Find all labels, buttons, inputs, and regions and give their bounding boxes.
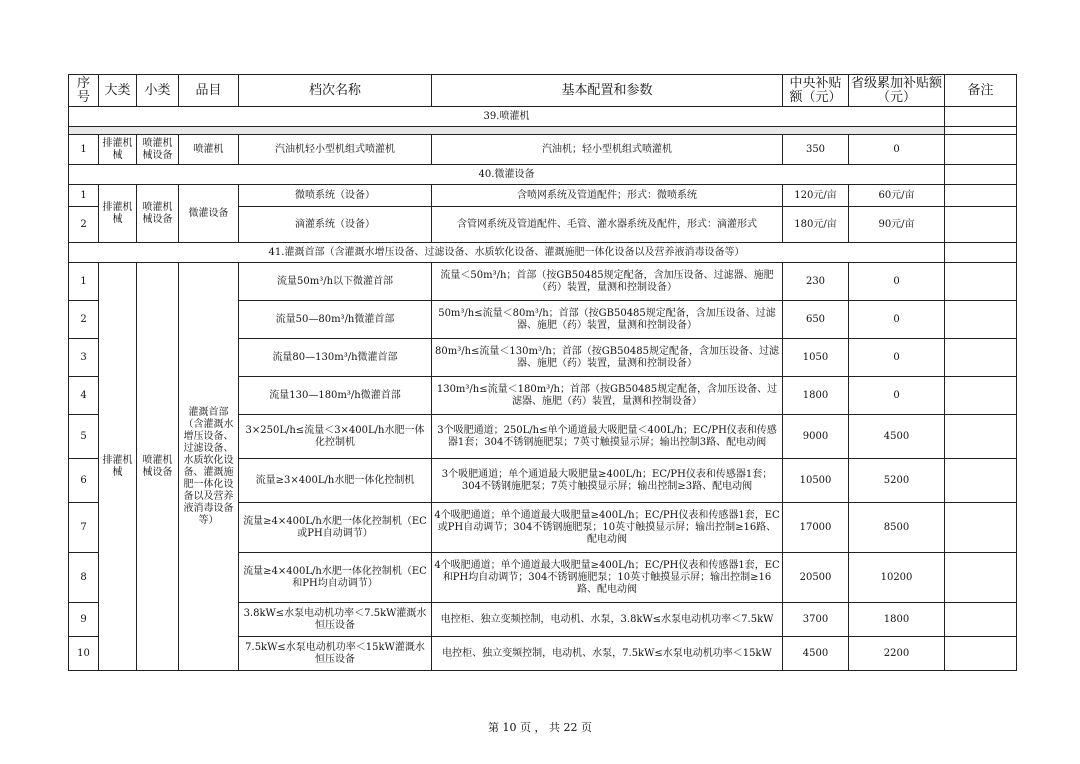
- seq-cell: 8: [69, 553, 99, 603]
- grade-cell: 7.5kW≤水泵电动机功率＜15kW灌溉水恒压设备: [239, 637, 432, 671]
- header-config: 基本配置和参数: [432, 75, 783, 107]
- config-cell: 电控柜、独立变频控制，电动机、水泵，7.5kW≤水泵电动机功率＜15kW: [432, 637, 783, 671]
- grade-cell: 流量≥4×400L/h水肥一体化控制机（EC或PH自动调节）: [239, 503, 432, 553]
- header-minor: 小类: [137, 75, 179, 107]
- seq-cell: 1: [69, 185, 99, 207]
- section-title: 41.灌溉首部（含灌溉水增压设备、过滤设备、水质软化设备、灌溉施肥一体化设备以及营养液消毒设备等）: [69, 243, 945, 263]
- section-header: [69, 243, 1017, 263]
- provincial-cell: 0: [849, 339, 945, 377]
- item-cell: 灌溉首部（含灌溉水增压设备、过滤设备、水质软化设备、灌溉施肥一体化设备以及营养液消毒设备等）: [179, 263, 239, 671]
- section-title: 40.微灌设备: [69, 165, 945, 185]
- seq-cell: 7: [69, 503, 99, 553]
- remark-cell: [945, 459, 1017, 503]
- central-cell: 17000: [783, 503, 849, 553]
- provincial-cell: 0: [849, 301, 945, 339]
- table-row: [69, 135, 1017, 165]
- major-cell: 排灌机械: [99, 185, 137, 243]
- remark-cell: [945, 185, 1017, 207]
- config-cell: 130m³/h≤流量＜180m³/h；首部（按GB50485规定配备，含加压设备、过滤器、施肥（药）装置，量测和控制设备）: [432, 377, 783, 415]
- section-title: 39.喷灌机: [69, 107, 945, 127]
- seq-cell: 4: [69, 377, 99, 415]
- config-cell: 80m³/h≤流量＜130m³/h；首部（按GB50485规定配备，含加压设备、过滤器、施肥（药）装置，量测和控制设备）: [432, 339, 783, 377]
- grade-cell: 滴灌系统（设备）: [239, 207, 432, 243]
- item-cell: 微灌设备: [179, 185, 239, 243]
- grade-cell: 流量≥4×400L/h水肥一体化控制机（EC和PH均自动调节）: [239, 553, 432, 603]
- grade-cell: 流量≥3×400L/h水肥一体化控制机: [239, 459, 432, 503]
- section-header: [69, 107, 1017, 127]
- provincial-cell: 8500: [849, 503, 945, 553]
- remark-cell: [945, 637, 1017, 671]
- remark-cell: [945, 207, 1017, 243]
- seq-cell: 2: [69, 207, 99, 243]
- seq-cell: 1: [69, 135, 99, 165]
- config-cell: 电控柜、独立变频控制，电动机、水泵，3.8kW≤水泵电动机功率＜7.5kW: [432, 603, 783, 637]
- config-cell: 50m³/h≤流量＜80m³/h；首部（按GB50485规定配备，含加压设备、过滤器、施肥（药）装置，量测和控制设备）: [432, 301, 783, 339]
- header-row: [69, 75, 1017, 107]
- central-cell: 650: [783, 301, 849, 339]
- grade-cell: 流量130—180m³/h微灌首部: [239, 377, 432, 415]
- grade-cell: 3.8kW≤水泵电动机功率＜7.5kW灌溉水恒压设备: [239, 603, 432, 637]
- provincial-cell: 0: [849, 377, 945, 415]
- spacer-row: [69, 127, 1017, 135]
- grade-cell: 微喷系统（设备）: [239, 185, 432, 207]
- grade-cell: 3×250L/h≤流量＜3×400L/h水肥一体化控制机: [239, 415, 432, 459]
- config-cell: 4个吸肥通道；单个通道最大吸肥量≥400L/h；EC/PH仪表和传感器1套，EC或PH自动调节；304不锈钢施肥泵；10英寸触摸显示屏；输出控制≥16路、配电动阀: [432, 503, 783, 553]
- minor-cell: 喷灌机械设备: [137, 185, 179, 243]
- remark-cell: [945, 135, 1017, 165]
- remark-cell: [945, 503, 1017, 553]
- table-row: [69, 185, 1017, 207]
- central-cell: 120元/亩: [783, 185, 849, 207]
- header-item: 品目: [179, 75, 239, 107]
- spacer-cell: [69, 127, 945, 135]
- header-grade: 档次名称: [239, 75, 432, 107]
- provincial-cell: 10200: [849, 553, 945, 603]
- grade-cell: 流量50—80m³/h微灌首部: [239, 301, 432, 339]
- config-cell: 含管网系统及管道配件、毛管、灌水器系统及配件，形式：滴灌形式: [432, 207, 783, 243]
- central-cell: 3700: [783, 603, 849, 637]
- provincial-cell: 60元/亩: [849, 185, 945, 207]
- seq-cell: 10: [69, 637, 99, 671]
- provincial-cell: 0: [849, 263, 945, 301]
- remark-cell: [945, 339, 1017, 377]
- central-cell: 20500: [783, 553, 849, 603]
- remark-cell: [945, 243, 1017, 263]
- seq-cell: 1: [69, 263, 99, 301]
- central-cell: 10500: [783, 459, 849, 503]
- minor-cell: 喷灌机械设备: [137, 263, 179, 671]
- minor-cell: 喷灌机械设备: [137, 135, 179, 165]
- config-cell: 4个吸肥通道；单个通道最大吸肥量≥400L/h；EC/PH仪表和传感器1套，EC和PH均自动调节；304不锈钢施肥泵；10英寸触摸显示屏；输出控制≥16路、配电动阀: [432, 553, 783, 603]
- config-cell: 流量＜50m³/h；首部（按GB50485规定配备，含加压设备、过滤器、施肥（药）装置，量测和控制设备）: [432, 263, 783, 301]
- header-provincial: 省级累加补贴额（元）: [849, 75, 945, 107]
- major-cell: 排灌机械: [99, 135, 137, 165]
- item-cell: 喷灌机: [179, 135, 239, 165]
- grade-cell: 流量80—130m³/h微灌首部: [239, 339, 432, 377]
- header-central: 中央补贴额（元）: [783, 75, 849, 107]
- central-cell: 230: [783, 263, 849, 301]
- central-cell: 4500: [783, 637, 849, 671]
- grade-cell: 汽油机轻小型机组式喷灌机: [239, 135, 432, 165]
- seq-cell: 6: [69, 459, 99, 503]
- config-cell: 含喷网系统及管道配件；形式：微喷系统: [432, 185, 783, 207]
- config-cell: 3个吸肥通道；250L/h≤单个通道最大吸肥量＜400L/h；EC/PH仪表和传感器1套；304不锈钢施肥泵；7英寸触摸显示屏；输出控制3路、配电动阀: [432, 415, 783, 459]
- remark-cell: [945, 165, 1017, 185]
- central-cell: 9000: [783, 415, 849, 459]
- central-cell: 350: [783, 135, 849, 165]
- table-row: [69, 263, 1017, 301]
- seq-cell: 5: [69, 415, 99, 459]
- remark-cell: [945, 263, 1017, 301]
- header-seq: 序号: [69, 75, 99, 107]
- header-major: 大类: [99, 75, 137, 107]
- config-cell: 汽油机；轻小型机组式喷灌机: [432, 135, 783, 165]
- remark-cell: [945, 415, 1017, 459]
- page-footer: 第 10 页 ， 共 22 页: [488, 721, 592, 734]
- major-cell: 排灌机械: [99, 263, 137, 671]
- provincial-cell: 2200: [849, 637, 945, 671]
- provincial-cell: 1800: [849, 603, 945, 637]
- remark-cell: [945, 377, 1017, 415]
- remark-cell: [945, 107, 1017, 127]
- provincial-cell: 0: [849, 135, 945, 165]
- central-cell: 1050: [783, 339, 849, 377]
- central-cell: 180元/亩: [783, 207, 849, 243]
- provincial-cell: 5200: [849, 459, 945, 503]
- remark-cell: [945, 127, 1017, 135]
- central-cell: 1800: [783, 377, 849, 415]
- remark-cell: [945, 301, 1017, 339]
- seq-cell: 3: [69, 339, 99, 377]
- subsidy-table: [68, 74, 1017, 671]
- seq-cell: 2: [69, 301, 99, 339]
- provincial-cell: 4500: [849, 415, 945, 459]
- section-header: [69, 165, 1017, 185]
- remark-cell: [945, 603, 1017, 637]
- header-remark: 备注: [945, 75, 1017, 107]
- seq-cell: 9: [69, 603, 99, 637]
- remark-cell: [945, 553, 1017, 603]
- grade-cell: 流量50m³/h以下微灌首部: [239, 263, 432, 301]
- provincial-cell: 90元/亩: [849, 207, 945, 243]
- config-cell: 3个吸肥通道；单个通道最大吸肥量≥400L/h；EC/PH仪表和传感器1套；304不锈钢施肥泵；7英寸触摸显示屏；输出控制≥3路、配电动阀: [432, 459, 783, 503]
